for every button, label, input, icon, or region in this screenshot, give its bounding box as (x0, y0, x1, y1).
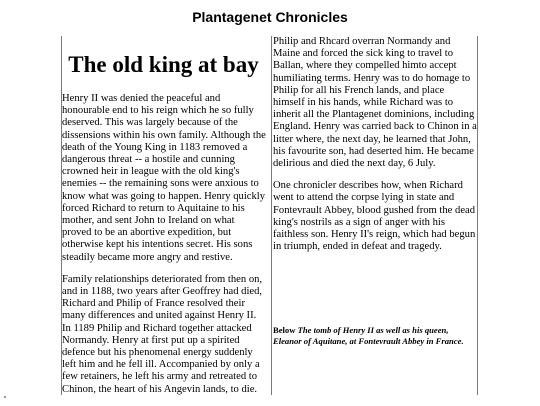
article-column-right (271, 36, 477, 263)
column-rule-right (477, 36, 478, 395)
caption-text: The tomb of Henry II as well as his queen, Eleanor of Aquitane, at Fontevrault Abbey in France. (273, 325, 464, 346)
article-paragraph: Family relationships deteriorated from then on, and in 1188, two years after Geoffrey had died, Richard and Philip of France resolved their many differences and united against Henry II. In 1189 Philip and Richard together attacked Normandy. Henry at first put up a spirited defence but his phenomenal energy suddenly left him and he fell ill. Accompanied by only a few retainers, he left his army and retreated to Chinon, the heart of his Angevin lands, to die. (62, 273, 263, 395)
site-title: Plantagenet Chronicles (192, 9, 348, 25)
caption-lead: Below (273, 325, 296, 335)
article-column-left (61, 36, 266, 406)
image-caption (273, 325, 473, 347)
article-paragraph: One chronicler describes how, when Richard went to attend the corpse lying in state and Fontevrault Abbey, blood gushed from the dead king's nostrils as a sign of anger with his faithless son. Henry II's reign, which had begun in triumph, ended in defeat and tragedy. (273, 180, 476, 253)
article-paragraph: Henry II was denied the peaceful and honourable end to his reign which he so fully deserved. This was largely because of the dissensions within his own family. Although the death of the Young King in 1183 removed a dangerous threat -- a hostile and cunning crowned heir in league with the old king's enemies -- the remaining sons were anxious to know what was going to happen. Henry quickly forced Richard to return to Aquitaine to his mother, and sent John to Ireland on what proved to be an abortive expedition, but otherwise kept his intentions secret. His sons steadily became more angry and restive. (62, 93, 266, 263)
article-headline: The old king at bay (68, 52, 259, 77)
article-paragraph: Philip and Rhcard overran Normandy and Maine and forced the sick king to travel to Ballan, where they compelled himto accept humiliating terms. Henry was to do homage to Philip for all his French lands, and place himself in his hands, while Richard was to inherit all the Plantagenet dominions, including England. Henry was carried back to Chinon in a litter where, the next day, he learned that John, his favourite son, had deserted him. He became delirious and died the next day, 6 July. (273, 36, 477, 170)
corner-mark (4, 396, 6, 398)
